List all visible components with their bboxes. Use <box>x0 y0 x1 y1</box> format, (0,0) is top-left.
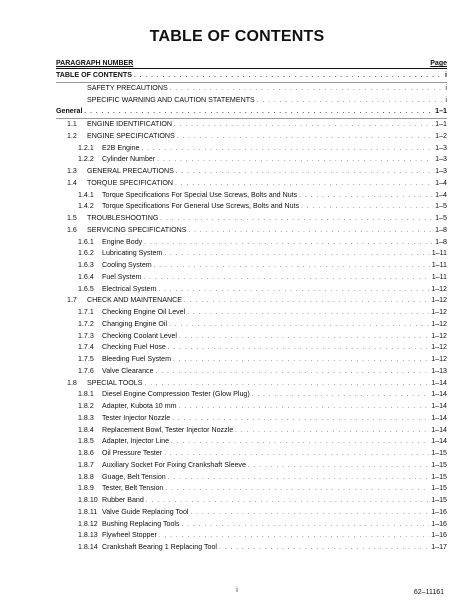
toc-entry-page: 1–17 <box>431 543 447 551</box>
toc-entry-number: 1.6.1 <box>78 237 94 246</box>
toc-entry-number: 1.5 <box>67 214 77 222</box>
dot-leader <box>144 238 433 250</box>
dot-leader <box>160 214 433 226</box>
toc-entry-page: 1–13 <box>431 366 447 375</box>
page-title: TABLE OF CONTENTS <box>149 28 325 45</box>
toc-entry-page: 1–11 <box>431 249 447 258</box>
toc-entry-page: 1–15 <box>431 484 447 493</box>
dot-leader <box>252 390 430 402</box>
toc-entry <box>56 436 447 448</box>
toc-entry-title: SPECIFIC WARNING AND CAUTION STATEMENTS <box>87 95 255 104</box>
dot-leader <box>134 71 443 83</box>
dot-leader <box>184 296 429 308</box>
toc-entry-page: 1–3 <box>435 167 447 175</box>
toc-entry-number: 1.7.2 <box>78 319 94 328</box>
toc-entry-title: Oil Pressure Tester <box>102 449 163 457</box>
dot-leader <box>248 461 429 473</box>
toc-entry-title: GENERAL PRECAUTIONS <box>87 167 174 175</box>
toc-entry <box>56 225 447 237</box>
toc-entry-title: CHECK AND MAINTENANCE <box>87 296 182 305</box>
toc-entry <box>56 131 447 143</box>
toc-entry-title: Valve Clearance <box>102 366 154 375</box>
toc-entry-number: 1.8.1 <box>78 390 94 399</box>
toc-entry-page: 1–8 <box>435 237 447 246</box>
toc-entry <box>56 70 447 83</box>
toc-entry-number: 1.8.10 <box>78 496 98 504</box>
toc-entry-page: 1–2 <box>435 131 447 140</box>
dot-leader <box>158 285 429 297</box>
toc-entry-number: 1.7.6 <box>78 366 94 375</box>
toc-entry-page: 1–14 <box>431 390 447 399</box>
toc-entry <box>56 378 447 390</box>
toc-entry-number: 1.8.5 <box>78 437 94 446</box>
toc-entry-title: Valve Guide Replacing Tool <box>102 507 189 516</box>
toc-entry-title: Cylinder Number <box>102 155 156 164</box>
dot-leader <box>299 191 433 203</box>
toc-entry-page: 1–12 <box>431 355 447 363</box>
toc-entry <box>56 83 447 95</box>
toc-entry-title: Checking Fuel Hose <box>102 343 166 352</box>
toc-entry <box>56 166 447 178</box>
toc-entry-number: 1.8.8 <box>78 472 94 481</box>
dot-leader <box>171 437 429 449</box>
toc-entry <box>56 143 447 155</box>
toc-entry <box>56 95 447 107</box>
toc-entry <box>56 542 447 554</box>
toc-entry-number: 1.8.13 <box>78 531 98 540</box>
toc-entry-title: Guage, Belt Tension <box>102 472 166 481</box>
toc-entry-number: 1.7.3 <box>78 331 94 340</box>
toc-entry-number: 1.4 <box>67 178 77 187</box>
toc-entry-title: TORQUE SPECIFICATION <box>87 178 174 187</box>
toc-entry-page: i <box>445 83 447 92</box>
toc-entry-title: Cooling System <box>102 261 152 269</box>
toc-entry-page: 1–4 <box>435 190 447 199</box>
toc-entry-title: Diesel Engine Compression Tester (Glow Plug) <box>102 390 250 399</box>
toc-entry-number: 1.1 <box>67 120 77 128</box>
header-paragraph-number: PARAGRAPH NUMBER <box>56 60 134 67</box>
toc-entry-page: 1–11 <box>431 261 447 269</box>
toc-entry-title: Engine Body <box>102 237 143 246</box>
toc-entry-title: Tester, Belt Tension <box>102 484 164 493</box>
toc-header <box>56 56 447 69</box>
toc-entry-page: 1–14 <box>431 402 447 410</box>
dot-leader <box>182 520 430 532</box>
dot-leader <box>187 308 429 320</box>
header-page: Page <box>430 60 447 67</box>
toc-entry-title: Checking Engine Oil Level <box>102 308 186 316</box>
toc-entry-title: SERVICING SPECIFICATIONS <box>87 225 187 234</box>
dot-leader <box>156 367 430 379</box>
toc-entry-number: 1.8 <box>67 378 77 387</box>
toc-entry-page: 1–15 <box>431 449 447 457</box>
toc-entry-title: Rubber Band <box>102 496 144 504</box>
toc-entry-page: 1–5 <box>435 202 447 211</box>
toc-entry-number: 1.6 <box>67 225 77 234</box>
dot-leader <box>257 96 444 108</box>
toc-entry <box>56 530 447 542</box>
toc-entry-page: 1–1 <box>435 107 447 116</box>
toc-entry-number: 1.6.2 <box>78 249 94 258</box>
toc-entry-page: 1–12 <box>431 331 447 340</box>
toc-entry-page: 1–12 <box>431 343 447 352</box>
toc-entry-page: 1–14 <box>431 425 447 434</box>
dot-leader <box>179 332 429 344</box>
toc-entry-title: TROUBLESHOOTING <box>87 214 159 222</box>
toc-entry <box>56 201 447 213</box>
toc-entry-title: ENGINE SPECIFICATIONS <box>87 131 175 140</box>
dot-leader <box>164 249 429 261</box>
toc-entry-number: 1.7.4 <box>78 343 94 352</box>
toc-entry-title: General <box>56 107 83 116</box>
toc-entry-page: 1–16 <box>431 507 447 516</box>
footer-page-number: i <box>236 587 238 594</box>
toc-entry <box>56 190 447 202</box>
toc-entry-number: 1.6.3 <box>78 261 94 269</box>
dot-leader <box>168 473 429 485</box>
toc-entry <box>56 401 447 413</box>
toc-entry-title: Bushing Replacing Tools <box>102 519 180 528</box>
toc-list <box>56 70 447 554</box>
toc-entry-number: 1.2.2 <box>78 155 94 164</box>
toc-entry <box>56 237 447 249</box>
toc-entry-number: 1.8.12 <box>78 519 98 528</box>
toc-entry <box>56 213 447 225</box>
toc-entry-title: Auxiliary Socket For Fixing Crankshaft Sleeve <box>102 460 246 469</box>
toc-entry-page: 1–12 <box>431 284 447 293</box>
toc-entry-number: 1.3 <box>67 167 77 175</box>
toc-entry-page: 1–5 <box>435 214 447 222</box>
dot-leader <box>168 343 429 355</box>
toc-entry <box>56 178 447 190</box>
dot-leader <box>179 402 430 414</box>
toc-entry-page: 1–3 <box>435 143 447 152</box>
toc-entry-title: Replacement Bowl, Tester Injector Nozzle <box>102 425 234 434</box>
dot-leader <box>174 120 433 132</box>
dot-leader <box>157 155 433 167</box>
dot-leader <box>235 426 429 438</box>
toc-entry <box>56 354 447 366</box>
toc-entry <box>56 425 447 437</box>
toc-entry-title: Torque Specifications For Special Use Screws, Bolts and Nuts <box>102 190 298 199</box>
toc-entry <box>56 389 447 401</box>
toc-entry <box>56 495 447 507</box>
toc-entry-number: 1.8.2 <box>78 402 94 410</box>
toc-entry <box>56 460 447 472</box>
toc-entry-title: Bleeding Fuel System <box>102 355 172 363</box>
toc-entry-number: 1.8.9 <box>78 484 94 493</box>
toc-entry-title: Adapter, Injector Line <box>102 437 170 446</box>
toc-entry-title: SAFETY PRECAUTIONS <box>87 83 168 92</box>
toc-entry-number: 1.4.1 <box>78 190 94 199</box>
toc-entry-page: 1–14 <box>431 413 447 422</box>
toc-entry-number: 1.4.2 <box>78 202 94 211</box>
toc-entry-title: ENGINE IDENTIFICATION <box>87 120 172 128</box>
toc-entry-number: 1.8.14 <box>78 543 98 551</box>
toc-entry-title: Flywheel Stopper <box>102 531 157 540</box>
toc-entry <box>56 413 447 425</box>
toc-entry-number: 1.2 <box>67 131 77 140</box>
toc-entry-title: Changing Engine Oil <box>102 319 168 328</box>
toc-entry <box>56 519 447 531</box>
toc-entry-number: 1.7.5 <box>78 355 94 363</box>
toc-entry-number: 1.8.7 <box>78 460 94 469</box>
toc-entry-page: 1–8 <box>435 225 447 234</box>
toc-entry <box>56 295 447 307</box>
dot-leader <box>177 132 433 144</box>
toc-entry-number: 1.8.3 <box>78 413 94 422</box>
dot-leader <box>188 226 433 238</box>
toc-entry-page: i <box>445 71 447 79</box>
toc-entry-number: 1.6.4 <box>78 272 94 281</box>
toc-entry-number: 1.6.5 <box>78 284 94 293</box>
toc-entry-number: 1.8.4 <box>78 425 94 434</box>
toc-entry <box>56 472 447 484</box>
toc-entry-title: Tester Injector Nozzle <box>102 413 171 422</box>
dot-leader <box>219 543 429 555</box>
dot-leader <box>191 508 430 520</box>
toc-entry-title: TABLE OF CONTENTS <box>56 71 132 79</box>
toc-entry-number: 1.8.11 <box>78 507 98 516</box>
dot-leader <box>301 202 433 214</box>
toc-entry <box>56 507 447 519</box>
toc-entry-title: SPECIAL TOOLS <box>87 378 143 387</box>
toc-entry-page: 1–12 <box>431 296 447 305</box>
toc-entry-number: 1.7.1 <box>78 308 94 316</box>
toc-entry-page: 1–15 <box>431 460 447 469</box>
dot-leader <box>169 320 429 332</box>
toc-entry <box>56 119 447 131</box>
toc-entry <box>56 366 447 378</box>
toc-entry <box>56 106 447 119</box>
toc-entry-page: 1–1 <box>435 120 447 128</box>
toc-entry-number: 1.7 <box>67 296 77 305</box>
toc-entry <box>56 272 447 284</box>
toc-entry-page: 1–3 <box>435 155 447 164</box>
toc-entry-page: 1–4 <box>435 178 447 187</box>
toc-entry <box>56 284 447 296</box>
toc-entry-page: 1–14 <box>431 437 447 446</box>
toc-entry-title: E2B Engine <box>102 143 140 152</box>
toc-entry-page: 1–11 <box>431 272 447 281</box>
dot-leader <box>141 144 433 156</box>
toc-entry-title: Torque Specifications For General Use Screws, Bolts and Nuts <box>102 202 300 211</box>
toc-entry-title: Lubricating System <box>102 249 163 258</box>
dot-leader <box>84 107 433 119</box>
dot-leader <box>173 355 429 367</box>
toc-entry <box>56 448 447 460</box>
toc-entry-page: 1–16 <box>431 531 447 540</box>
footer-doc-number: 62–11161 <box>413 589 444 596</box>
toc-entry-number: 1.8.6 <box>78 449 94 457</box>
toc-entry <box>56 483 447 495</box>
toc-entry-title: Adapter, Kubota 10 mm <box>102 402 177 410</box>
toc-entry-page: 1–15 <box>431 472 447 481</box>
toc-entry-title: Fuel System <box>102 272 142 281</box>
dot-leader <box>154 261 430 273</box>
toc-entry <box>56 342 447 354</box>
toc-entry-page: 1–14 <box>431 378 447 387</box>
dot-leader <box>165 484 429 496</box>
toc-entry <box>56 248 447 260</box>
toc-entry <box>56 154 447 166</box>
toc-entry-page: 1–16 <box>431 519 447 528</box>
toc-entry-title: Checking Coolant Level <box>102 331 177 340</box>
toc-entry-page: 1–12 <box>431 319 447 328</box>
toc-entry-title: Crankshaft Bearing 1 Replacing Tool <box>102 543 218 551</box>
dot-leader <box>143 273 429 285</box>
toc-entry-page: 1–15 <box>431 496 447 504</box>
dot-leader <box>176 167 433 179</box>
toc-entry-page: i <box>445 95 447 104</box>
toc-entry <box>56 260 447 272</box>
toc-entry-number: 1.2.1 <box>78 143 94 152</box>
toc-entry <box>56 307 447 319</box>
toc-entry <box>56 319 447 331</box>
toc-entry <box>56 331 447 343</box>
toc-entry-title: Electrical System <box>102 284 157 293</box>
toc-entry-page: 1–12 <box>431 308 447 316</box>
